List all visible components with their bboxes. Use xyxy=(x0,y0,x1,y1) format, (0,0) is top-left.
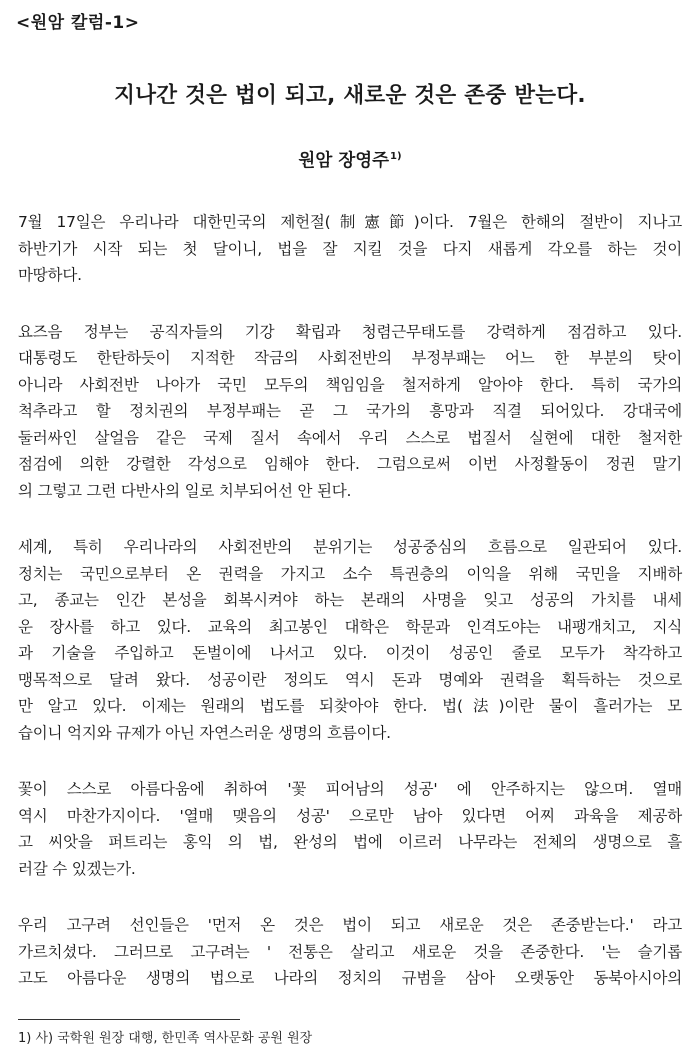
text-line: 대통령도 한탄하듯이 지적한 작금의 사회전반의 부정부패는 어느 한 부분의 탓이 xyxy=(18,349,682,367)
text-line: 척추라고 할 정치권의 부정부패는 곧 그 국가의 흥망과 직결 되어있다. 강대국에 xyxy=(18,402,682,420)
text-line: 둘러싸인 살얼음 같은 국제 질서 속에서 우리 스스로 법질서 실현에 대한 철저한 xyxy=(18,428,682,447)
paragraph-1 xyxy=(18,209,682,289)
footnote-mark: 1) xyxy=(390,151,402,162)
text-line: 의 그렇고 그런 다반사의 일로 치부되어선 안 된다. xyxy=(18,481,352,500)
author-line xyxy=(0,147,700,172)
paragraph-2 xyxy=(18,319,682,505)
text-line: 만 알고 있다. 이제는 원래의 법도를 되찾아야 한다. 법(法)이란 물이 흘러가는 모 xyxy=(18,697,682,715)
column-series-label: <원암 칼럼-1> xyxy=(16,13,140,33)
paragraph-5 xyxy=(18,912,682,992)
text-line: 과 기술을 주입하고 돈벌이에 나서고 있다. 이것이 성공인 줄로 모두가 착각하고 xyxy=(18,644,682,662)
text-line: 고, 종교는 인간 본성을 회복시켜야 하는 본래의 사명을 잊고 성공의 가치를 내세 xyxy=(18,591,682,609)
author-name: 원암 장영주 xyxy=(298,151,390,171)
text-line: 하반기가 시작 되는 첫 달이니, 법을 잘 지킬 것을 다지 새롭게 각오를 하는 것이 xyxy=(18,239,682,258)
text-line: 운 장사를 하고 있다. 교육의 최고봉인 대학은 학문과 인격도야는 내팽개치고, 지식 xyxy=(18,617,682,636)
text-line: 역시 마찬가지이다. '열매 맺음의 성공' 으로만 남아 있다면 어찌 과육을 제공하 xyxy=(18,806,682,825)
text-line: 가르치셨다. 그러므로 고구려는 ' 전통은 살리고 새로운 것을 존중한다. '는 슬기롭 xyxy=(18,942,682,961)
text-line: 고 씨앗을 퍼트리는 홍익 의 법, 완성의 법에 이르러 나무라는 전체의 생명으로 흘 xyxy=(18,833,682,851)
text-line: 7월 17일은 우리나라 대한민국의 제헌절(制憲節)이다. 7월은 한해의 절반이 지나고 xyxy=(18,213,682,231)
article-body xyxy=(18,209,682,1022)
text-line: 아니라 사회전반 나아가 국민 모두의 책임임을 철저하게 알아야 한다. 특히 국가의 xyxy=(18,375,682,394)
footnote: 1) 사) 국학원 원장 대행, 한민족 역사문화 공원 원장 xyxy=(18,1031,313,1046)
footnote-divider xyxy=(18,1019,240,1020)
text-line: 습이니 억지와 규제가 아닌 자연스러운 생명의 흐름이다. xyxy=(18,723,391,742)
text-line: 점검에 의한 강렬한 각성으로 임해야 한다. 그럼으로써 이번 사정활동이 정권 말기 xyxy=(18,455,682,473)
text-line: 꽃이 스스로 아름다움에 취하여 '꽃 피어남의 성공' 에 안주하지는 않으며. 열매 xyxy=(18,780,682,798)
text-line: 러갈 수 있겠는가. xyxy=(18,859,136,878)
article-title: 지나간 것은 법이 되고, 새로운 것은 존중 받는다. xyxy=(114,83,586,108)
text-line: 마땅하다. xyxy=(18,266,82,284)
text-line: 고도 아름다운 생명의 법으로 나라의 정치의 규범을 삼아 오랫동안 동북아시아의 xyxy=(18,969,682,987)
text-line: 우리 고구려 선인들은 '먼저 온 것은 법이 되고 새로운 것은 존중받는다.' 라고 xyxy=(18,916,682,934)
text-line: 요즈음 정부는 공직자들의 기강 확립과 청렴근무태도를 강력하게 점검하고 있다. xyxy=(18,322,682,341)
text-line: 세계, 특히 우리나라의 사회전반의 분위기는 성공중심의 흐름으로 일관되어 있다. xyxy=(18,538,682,556)
text-line: 정치는 국민으로부터 온 권력을 가지고 소수 특권층의 이익을 위해 국민을 지배하 xyxy=(18,564,682,583)
paragraph-3 xyxy=(18,534,682,746)
paragraph-4 xyxy=(18,776,682,882)
text-line: 맹목적으로 달려 왔다. 성공이란 정의도 역시 돈과 명예와 권력을 획득하는 것으로 xyxy=(18,670,682,689)
